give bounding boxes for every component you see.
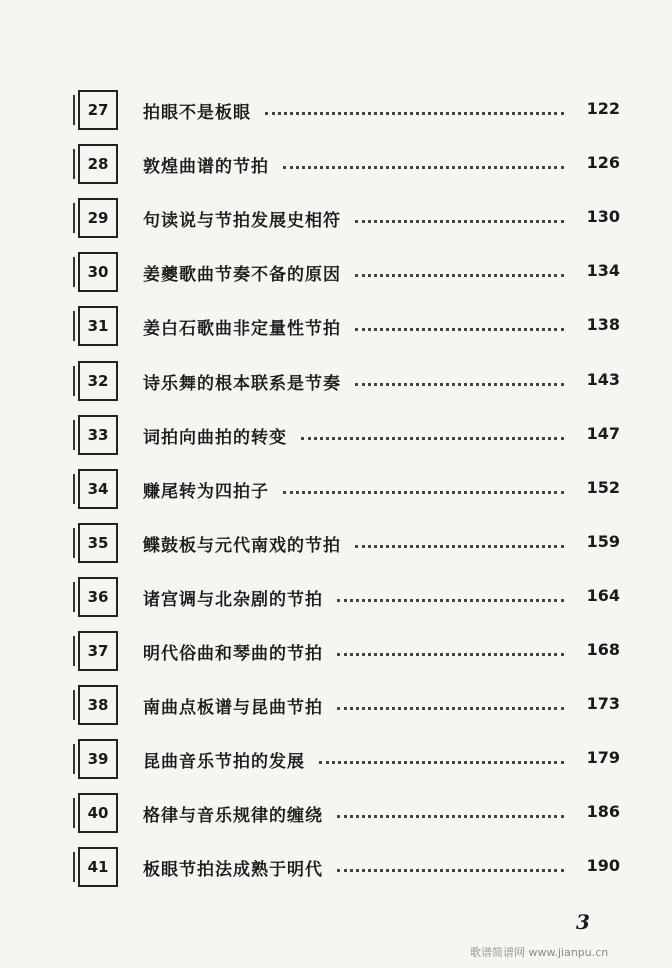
toc-entry bbox=[70, 144, 620, 190]
toc-entry bbox=[70, 415, 620, 461]
dot-leader bbox=[355, 537, 564, 548]
chapter-page-number: 168 bbox=[586, 640, 620, 659]
chapter-number-box: 34 bbox=[78, 469, 118, 509]
watermark: 歌谱简谱网 www.jianpu.cn bbox=[470, 946, 609, 959]
toc-entry bbox=[70, 306, 620, 352]
chapter-number-box: 31 bbox=[78, 306, 118, 346]
dot-leader bbox=[337, 591, 564, 602]
chapter-title: 明代俗曲和琴曲的节拍 bbox=[143, 644, 323, 664]
chapter-number-box: 27 bbox=[78, 90, 118, 130]
chapter-page-number: 126 bbox=[586, 153, 620, 172]
dot-leader bbox=[337, 699, 564, 710]
chapter-page-number: 173 bbox=[586, 694, 620, 713]
chapter-page-number: 130 bbox=[586, 207, 620, 226]
toc-entry bbox=[70, 523, 620, 569]
chapter-title: 句读说与节拍发展史相符 bbox=[143, 211, 341, 231]
dot-leader bbox=[283, 483, 564, 494]
dot-leader bbox=[283, 158, 564, 169]
chapter-number-box: 36 bbox=[78, 577, 118, 617]
toc-entry bbox=[70, 469, 620, 515]
chapter-page-number: 138 bbox=[586, 315, 620, 334]
chapter-page-number: 186 bbox=[586, 802, 620, 821]
dot-leader bbox=[355, 266, 564, 277]
dot-leader bbox=[355, 212, 564, 223]
chapter-title: 拍眼不是板眼 bbox=[143, 103, 251, 123]
chapter-number-box: 39 bbox=[78, 739, 118, 779]
dot-leader bbox=[337, 645, 564, 656]
dot-leader bbox=[355, 320, 564, 331]
chapter-title: 赚尾转为四拍子 bbox=[143, 482, 269, 502]
chapter-number-box: 29 bbox=[78, 198, 118, 238]
dot-leader bbox=[301, 429, 564, 440]
chapter-title: 诸宫调与北杂剧的节拍 bbox=[143, 590, 323, 610]
chapter-page-number: 143 bbox=[586, 370, 620, 389]
chapter-number-box: 38 bbox=[78, 685, 118, 725]
chapter-page-number: 179 bbox=[586, 748, 620, 767]
chapter-title: 诗乐舞的根本联系是节奏 bbox=[143, 374, 341, 394]
dot-leader bbox=[319, 753, 564, 764]
chapter-number-box: 33 bbox=[78, 415, 118, 455]
toc-entry bbox=[70, 577, 620, 623]
chapter-number-box: 41 bbox=[78, 847, 118, 887]
toc-entry bbox=[70, 361, 620, 407]
chapter-title: 板眼节拍法成熟于明代 bbox=[143, 860, 323, 880]
toc-entry bbox=[70, 847, 620, 893]
chapter-title: 姜夔歌曲节奏不备的原因 bbox=[143, 265, 341, 285]
chapter-page-number: 190 bbox=[586, 856, 620, 875]
toc-entry bbox=[70, 793, 620, 839]
chapter-title: 姜白石歌曲非定量性节拍 bbox=[143, 319, 341, 339]
chapter-page-number: 134 bbox=[586, 261, 620, 280]
chapter-page-number: 147 bbox=[586, 424, 620, 443]
toc-entry bbox=[70, 252, 620, 298]
chapter-number-box: 40 bbox=[78, 793, 118, 833]
dot-leader bbox=[265, 104, 564, 115]
toc-entry bbox=[70, 739, 620, 785]
chapter-number-box: 37 bbox=[78, 631, 118, 671]
chapter-page-number: 164 bbox=[586, 586, 620, 605]
toc-entry bbox=[70, 685, 620, 731]
chapter-page-number: 122 bbox=[586, 99, 620, 118]
toc-entry bbox=[70, 90, 620, 136]
chapter-title: 南曲点板谱与昆曲节拍 bbox=[143, 698, 323, 718]
dot-leader bbox=[337, 861, 564, 872]
chapter-title: 鲽鼓板与元代南戏的节拍 bbox=[143, 536, 341, 556]
chapter-title: 敦煌曲谱的节拍 bbox=[143, 157, 269, 177]
chapter-title: 词拍向曲拍的转变 bbox=[143, 428, 287, 448]
toc-entry bbox=[70, 631, 620, 677]
chapter-number-box: 30 bbox=[78, 252, 118, 292]
chapter-title: 昆曲音乐节拍的发展 bbox=[143, 752, 305, 772]
page-number: 3 bbox=[576, 910, 590, 934]
chapter-number-box: 35 bbox=[78, 523, 118, 563]
chapter-page-number: 159 bbox=[586, 532, 620, 551]
toc-entry bbox=[70, 198, 620, 244]
dot-leader bbox=[355, 375, 564, 386]
chapter-page-number: 152 bbox=[586, 478, 620, 497]
dot-leader bbox=[337, 807, 564, 818]
chapter-number-box: 28 bbox=[78, 144, 118, 184]
chapter-number-box: 32 bbox=[78, 361, 118, 401]
chapter-title: 格律与音乐规律的缠绕 bbox=[143, 806, 323, 826]
